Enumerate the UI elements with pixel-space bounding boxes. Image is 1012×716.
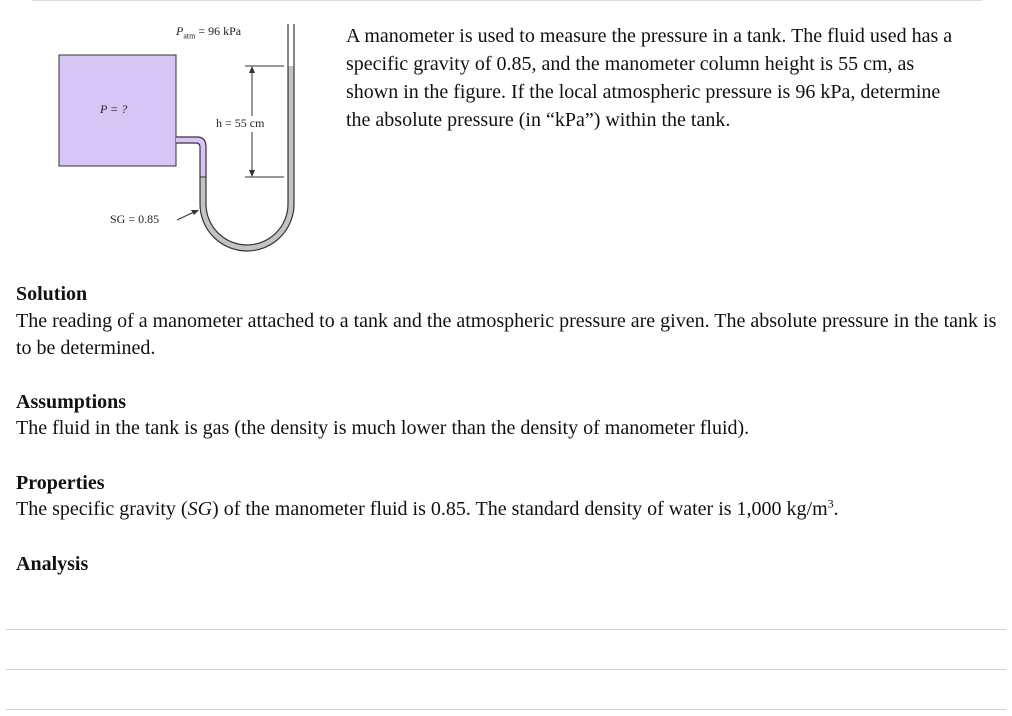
- h-arrow-up-icon: [249, 66, 255, 73]
- sg-symbol: SG: [187, 498, 213, 520]
- sg-leader-line: [177, 212, 194, 220]
- properties-body: [16, 496, 1001, 523]
- manometer-diagram: [50, 14, 300, 254]
- solution-text: The reading of a manometer attached to a tank and the atmospheric pressure are given. The absolute pressure in the tank is to be determined.: [16, 310, 997, 359]
- properties-text-end: .: [833, 498, 839, 520]
- solution-heading: Solution: [16, 283, 88, 305]
- sg-label: SG = 0.85: [110, 212, 160, 226]
- solution-body: [16, 308, 1001, 362]
- answer-line: [6, 669, 1006, 670]
- answer-line: [6, 709, 1006, 710]
- assumptions-text: The fluid in the tank is gas (the density is much lower than the density of manometer fluid).: [16, 417, 750, 439]
- patm-symbol: P: [176, 24, 184, 38]
- properties-text: [16, 496, 1001, 523]
- patm-label: [176, 24, 241, 40]
- patm-subscript: atm: [183, 31, 196, 41]
- analysis-heading: Analysis: [16, 553, 89, 575]
- top-divider: [32, 0, 982, 1]
- height-label: h = 55 cm: [216, 116, 265, 130]
- manometer-fluid: [200, 66, 294, 251]
- assumptions-heading: Assumptions: [16, 391, 127, 413]
- cubic-exponent: 3: [827, 496, 834, 511]
- properties-text-part2: ) of the manometer fluid is 0.85. The standard density of water is 1,000 kg/m: [212, 498, 828, 520]
- properties-heading: Properties: [16, 472, 105, 494]
- answer-line: [6, 629, 1006, 630]
- problem-statement: [346, 22, 966, 134]
- patm-value: = 96 kPa: [195, 24, 242, 38]
- tank-pressure-label: P = ?: [100, 102, 128, 116]
- problem-text: A manometer is used to measure the pressure in a tank. The fluid used has a specific gravity of 0.85, and the manometer column height is 55 cm, as shown in the figure. If the local atmospheric pressure is 96 kPa, determine the absolute pressure (in “kPa”) within the tank.: [346, 25, 953, 131]
- assumptions-body: [16, 415, 1001, 442]
- h-arrow-down-icon: [249, 170, 255, 177]
- properties-text-part1: The specific gravity (: [16, 498, 188, 520]
- manometer-figure: [50, 14, 300, 254]
